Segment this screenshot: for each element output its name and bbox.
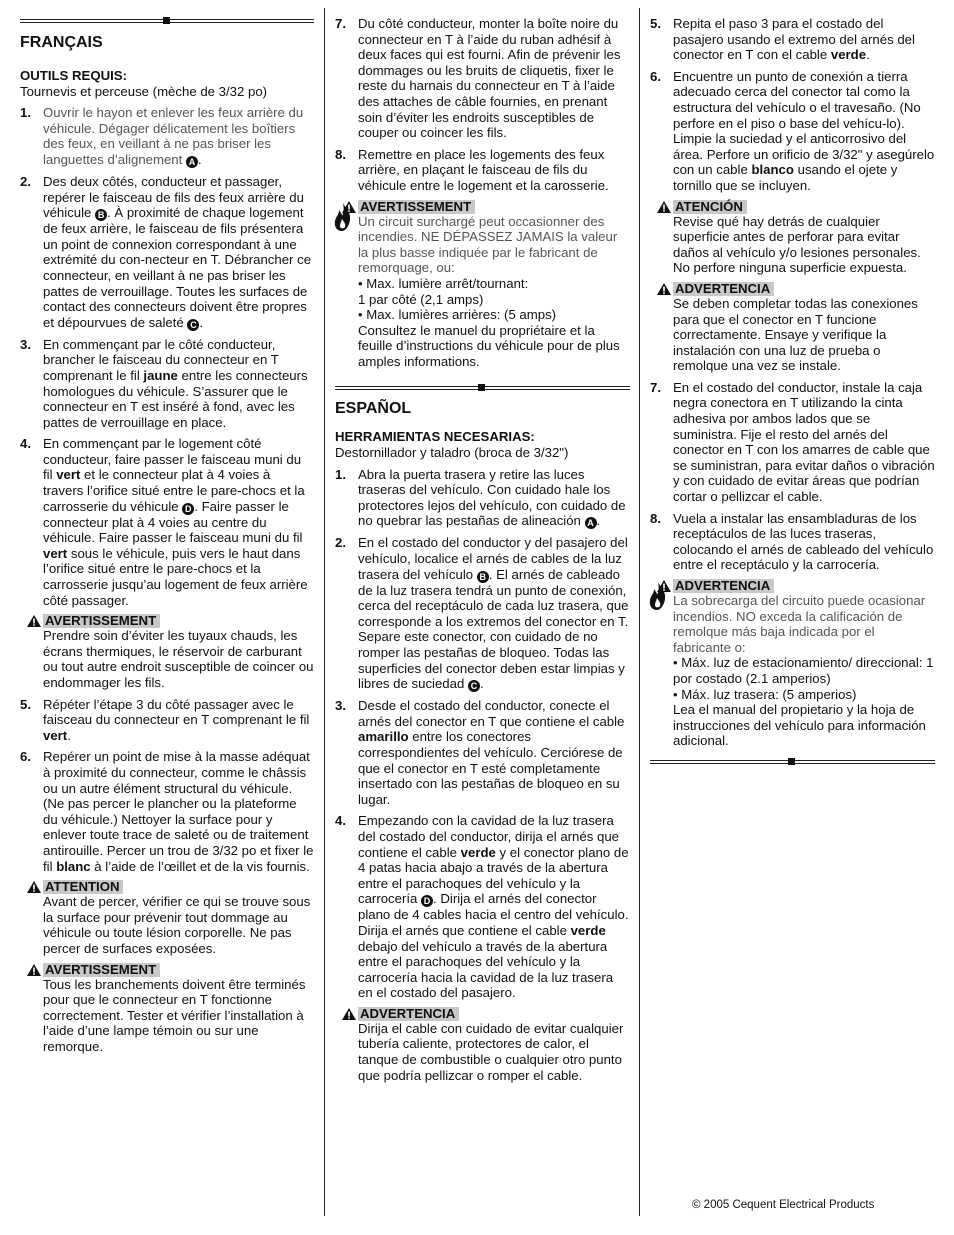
attention-label: ATTENTION [43,880,123,894]
column-french-1 [20,0,314,1054]
warning-line-3: 1 par côté (2,1 amps) [358,291,484,307]
column-divider-2 [639,8,640,1216]
callout-b-icon: B [477,571,489,583]
spanish-step-7: 7. En el costado del conductor, instale la caja negra conectora en T utilizando la cinta adhesiva por ambos lados que se suministra. Fije el resto del arnés del conector en T con los amarres de cable que se suministran, para evitar daños o vibración y con cuidado de evitar áreas que podrían cortar o pellizcar el cable. [650,379,935,505]
warning-text: Dirija el cable con cuidado de evitar cualquier tubería caliente, protectores de calor, el tanque de combustible o cualquier otro punto que podría pellizcar o romper el cable. [358,1020,624,1083]
callout-a-icon: A [186,156,198,168]
french-step-3: 3. En commençant par le côté conducteur, brancher le faisceau du connecteur en T comprenant le fil jaune entre les connecteurs homologues du véhicule. S’assurer que le connecteur en T est inséré à fond, avec les pattes de verrouillage en place. [20,336,308,430]
warning-label: AVERTISSEMENT [43,963,160,977]
french-step-8: 8. Remettre en place les logements des feux arrière, en plaçant le faisceau de fils du véhicule entre le logement et la carosserie. [335,146,609,193]
french-attention [20,880,314,956]
spanish-warning-1 [335,1007,630,1083]
french-step-6: 6. Repérer un point de mise à la masse adéquat à proximité du connecteur, comme le châssis ou un autre élément structural du véhicule. (Ne pas percer le plancher ou la plateforme du véhicule.) Nettoyer la surface pour y enlever toute trace de saleté ou de traitement antirouille. Percer un trou de 3/32 po et fixer le fil blanc à l’aide de l’œillet et de la vis fournis. [20,749,314,874]
warning-label: AVERTISSEMENT [43,614,160,628]
attention-text: Revise qué hay detrás de cualquier superficie antes de perforar para evitar daños al vehículo y/o lesiones personales. No perfore ninguna superficie expuesta. [673,213,921,276]
warning-label: ADVERTENCIA [673,579,774,593]
warning-text: Se deben completar todas las conexiones para que el conector en T funcione correctamente. Ensaye y verifique la instalación con una luz de prueba o remolque una vez se instale. [673,295,918,374]
french-warning-2 [20,963,314,1055]
copyright-text: © 2005 Cequent Electrical Products [692,1199,875,1211]
callout-c-icon: C [187,319,199,331]
spanish-tools-heading: HERRAMIENTAS NECESARIAS: [335,429,535,445]
warning-line-2: • Max. lumière arrêt/tournant: [358,275,529,291]
spanish-step-5: 5. Repita el paso 3 para el costado del pasajero usando el extremo del arnés del conector en T con el cable verde. [650,16,915,63]
warning-triangle-icon [27,881,41,893]
spanish-title: ESPAÑOL [335,400,412,418]
callout-d-icon: D [421,895,433,907]
warning-triangle-icon [342,1008,356,1020]
french-tools-heading: OUTILS REQUIS: [20,68,127,83]
french-step-1: 1. Ouvrir le hayon et enlever les feux arrière du véhicule. Dégager délicatement les boîtiers des feux, en veillant à ne pas briser les languettes d’alignement A . [20,105,304,167]
warning-label: ADVERTENCIA [673,282,774,296]
attention-label: ATENCIÓN [673,200,747,214]
spanish-step-3: 3. Desde el costado del conductor, conecte el arnés del conector en T que contiene el cable amarillo entre los conectores correspondientes del vehículo. Cerciórese de que el conector en T esté completamente insertado con las pestañas de bloqueo en su lugar. [335,698,625,807]
warning-triangle-icon [27,964,41,976]
warning-line-4: Lea el manual del propietario y la hoja de instrucciones del vehículo para información adicional. [673,702,926,749]
warning-label: AVERTISSEMENT [358,200,475,214]
french-title: FRANÇAIS [20,34,103,51]
warning-line-3: • Máx. luz trasera: (5 amperios) [673,686,857,702]
warning-triangle-icon [657,201,671,213]
warning-triangle-icon [657,283,671,295]
warning-line-2: • Máx. luz de estacionamiento/ direccional: 1 por costado (2.1 amperios) [673,655,934,686]
section-rule [335,385,630,391]
spanish-attention [650,200,935,276]
callout-a-icon: A [585,517,597,529]
french-step-2: 2. Des deux côtés, conducteur et passager, repérer le faisceau de fils des feux arrière du véhicule B . À proximité de chaque logement de feux arrière, le faisceau de fils présentera un point de connexion correspondant à une extrémité du con-necteur en T. Débrancher ce connecteur, en veillant à ne pas briser les pattes de verrouillage. Toutes les surfaces de contact des connecteurs doivent être propres et dépourvues de saleté C . [20,173,312,330]
spanish-tools: Destornillador y taladro (broca de 3/32") [335,445,569,461]
spanish-step-8: 8. Vuela a instalar las ensambladuras de los receptáculos de las luces traseras, colocando el arnés de cableado del vehículo entre el receptáculo y la carrocería. [650,510,934,573]
column-2 [335,16,630,1083]
french-step-5: 5. Répéter l’étape 3 du côté passager avec le faisceau du connecteur en T comprenant le fil vert. [20,696,310,743]
attention-text: Avant de percer, vérifier ce qui se trouve sous la surface pour prévenir tout dommage au véhicule ou toute lésion corporelle. Ne pas percer de surfaces exposées. [43,894,311,956]
french-step-7: 7. Du côté conducteur, monter la boîte noire du connecteur en T à l’aide du ruban adhésif à deux faces qui est fourni. Afin de prévenir les dommages ou les bruits de cliquetis, fixer le reste du harnais du connecteur en T à l’aide des attaches de câble fournies, en prenant soin d’éviter les endroits susceptibles de couper ou coincer les fils. [335,16,621,141]
french-fire-warning [335,200,630,370]
spanish-fire-warning [650,579,935,749]
french-warning-1 [20,614,314,690]
warning-triangle-icon [657,580,671,592]
spanish-warning-2 [650,282,935,374]
column-3 [650,16,935,765]
warning-label: ADVERTENCIA [358,1007,459,1021]
warning-text: Tous les branchements doivent être terminés pour que le connecteur en T fonctionne correctement. Tester et vérifier l’installation à l’aide d’une lampe témoin ou sur une remorque. [43,976,306,1054]
warning-triangle-icon [342,201,356,213]
french-step-4: 4. En commençant par le logement côté conducteur, faire passer le faisceau muni du fil vert et le connecteur plat à 4 voies à travers l’orifice situé entre le pare-chocs et la carrosserie du véhicule D . Faire passer le connecteur plat à 4 voies au centre du véhicule. Faire passer le faisceau muni du fil vert sous le véhicule, puis vers le haut dans l’orifice situé entre le pare-chocs et la carrosserie jusqu’au logement de feux arrière côté passager. [20,436,308,608]
callout-b-icon: B [95,209,107,221]
warning-line-1: La sobrecarga del circuito puede ocasionar incendios. NO exceda la calificación de remolque más baja indicada por el fabricante o: [673,593,926,655]
warning-triangle-icon [27,615,41,627]
spanish-step-4: 4. Empezando con la cavidad de la luz trasera del costado del conductor, dirija el arnés que contiene el cable verde y el conector plano de 4 patas hacia abajo a través de la abertura entre el parachoques del vehículo y la carrocería D . Dirija el arnés del conector plano de 4 cables hacia el centro del vehículo. Dirija el arnés que contiene el cable verde debajo del vehículo a través de la abertura entre el parachoques del vehículo y la carrocería hacia la cavidad de la luz trasera en el costado del pasajero. [335,813,629,1001]
spanish-step-6: 6. Encuentre un punto de conexión a tierra adecuado cerca del conector tal como la estructura del vehículo o el travesaño. (No perfore en el piso o base del vehícu-lo). Limpie la suciedad y el anticorrosivo del área. Perfore un orificio de 3/32" y asegúrelo con un cable blanco usando el ojete y tornillo que se incluyen. [650,68,935,193]
callout-d-icon: D [182,503,194,515]
spanish-step-1: 1. Abra la puerta trasera y retire las luces traseras del vehículo. Con cuidado hale los protectores lejos del vehículo, con cuidado de no quebrar las pestañas de alineación A . [335,466,626,529]
warning-text: Prendre soin d’éviter les tuyaux chauds, les écrans thermiques, le réservoir de carburant ou tout autre endroit susceptible de coincer ou endommager les fils. [43,628,314,690]
spanish-step-2: 2. En el costado del conductor y del pasajero del vehículo, localice el arnés de cables de la luz trasera del vehículo B . El arnés de cableado de la luz trasera tendrá un punto de conexión, cerca del receptáculo de cada luz trasera, que corresponde a los extremos del conector en T. Separe este conector, con cuidado de no romper las pestañas de bloqueo. Todas las superficies del conector deben estar limpias y libres de suciedad C . [335,535,629,692]
warning-line-5: Consultez le manuel du propriétaire et la feuille d’instructions du véhicule pour de plus amples informations. [358,322,620,369]
section-rule [20,18,314,24]
warning-line-4: • Max. lumières arrières: (5 amps) [358,307,557,323]
column-divider-1 [324,8,325,1216]
warning-line-1: Un circuit surchargé peut occasionner des incendies. NE DÉPASSEZ JAMAIS la valeur la plus basse indiquée par le fabricant de remorquage, ou: [358,213,618,276]
callout-c-icon: C [468,680,480,692]
section-rule [650,759,935,765]
french-tools: Tournevis et perceuse (mèche de 3/32 po) [20,83,268,99]
